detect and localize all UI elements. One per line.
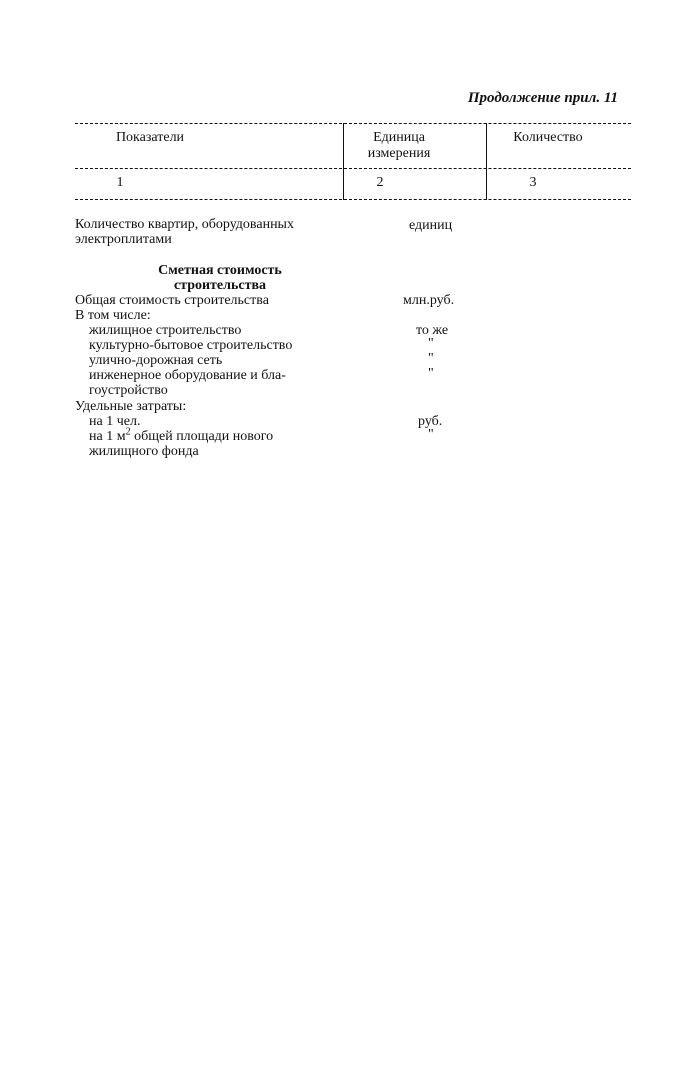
header-unit-line1: Единица <box>373 130 425 145</box>
row-roads: улично-дорожная сеть <box>89 353 223 368</box>
header-quantity: Количество <box>513 130 583 145</box>
row-housing-unit: то же <box>416 323 449 338</box>
header-top-rule <box>75 123 631 124</box>
column-divider-2 <box>486 123 487 200</box>
continuation-caption: Продолжение прил. 11 <box>467 90 618 106</box>
table-header <box>75 118 631 202</box>
section-heading-line1: Сметная стоимость <box>158 263 282 278</box>
row-cultural-unit: " <box>428 336 434 351</box>
row-housing: жилищное строительство <box>89 323 242 338</box>
header-indicators: Показатели <box>115 130 185 145</box>
column-divider-1 <box>343 123 344 200</box>
per-sqm-superscript: 2 <box>125 426 131 438</box>
row-including: В том числе: <box>75 308 151 323</box>
header-middle-rule <box>75 168 631 169</box>
row-engineering-line1: инженерное оборудование и бла- <box>89 368 286 383</box>
section-heading-line2: строительства <box>173 278 267 293</box>
row-apartments-line2: электроплитами <box>75 232 172 247</box>
row-total-cost-unit: млн.руб. <box>403 293 455 308</box>
row-engineering-unit: " <box>428 366 434 381</box>
row-engineering-line2: гоустройство <box>89 383 168 398</box>
row-per-sqm-line1 <box>75 426 274 444</box>
row-total-cost: Общая стоимость строительства <box>75 293 269 308</box>
row-apartments-line1: Количество квартир, оборудованных <box>75 217 294 232</box>
row-per-sqm-unit: " <box>428 427 434 442</box>
row-specific-costs: Удельные затраты: <box>75 399 187 414</box>
header-bottom-rule <box>75 199 631 200</box>
per-sqm-prefix: на 1 м <box>89 429 126 444</box>
row-per-person: на 1 чел. <box>89 414 141 429</box>
per-sqm-suffix: общей площади нового <box>130 429 274 444</box>
row-apartments-unit: единиц <box>409 218 453 233</box>
row-cultural: культурно-бытовое строительство <box>89 338 293 353</box>
row-roads-unit: " <box>428 351 434 366</box>
column-number-2: 2 <box>376 175 384 190</box>
row-per-sqm-line2: жилищного фонда <box>89 444 199 459</box>
column-number-1: 1 <box>116 175 124 190</box>
row-per-person-unit: руб. <box>418 414 443 429</box>
column-number-3: 3 <box>529 175 537 190</box>
header-unit-line2: измерения <box>367 146 431 161</box>
